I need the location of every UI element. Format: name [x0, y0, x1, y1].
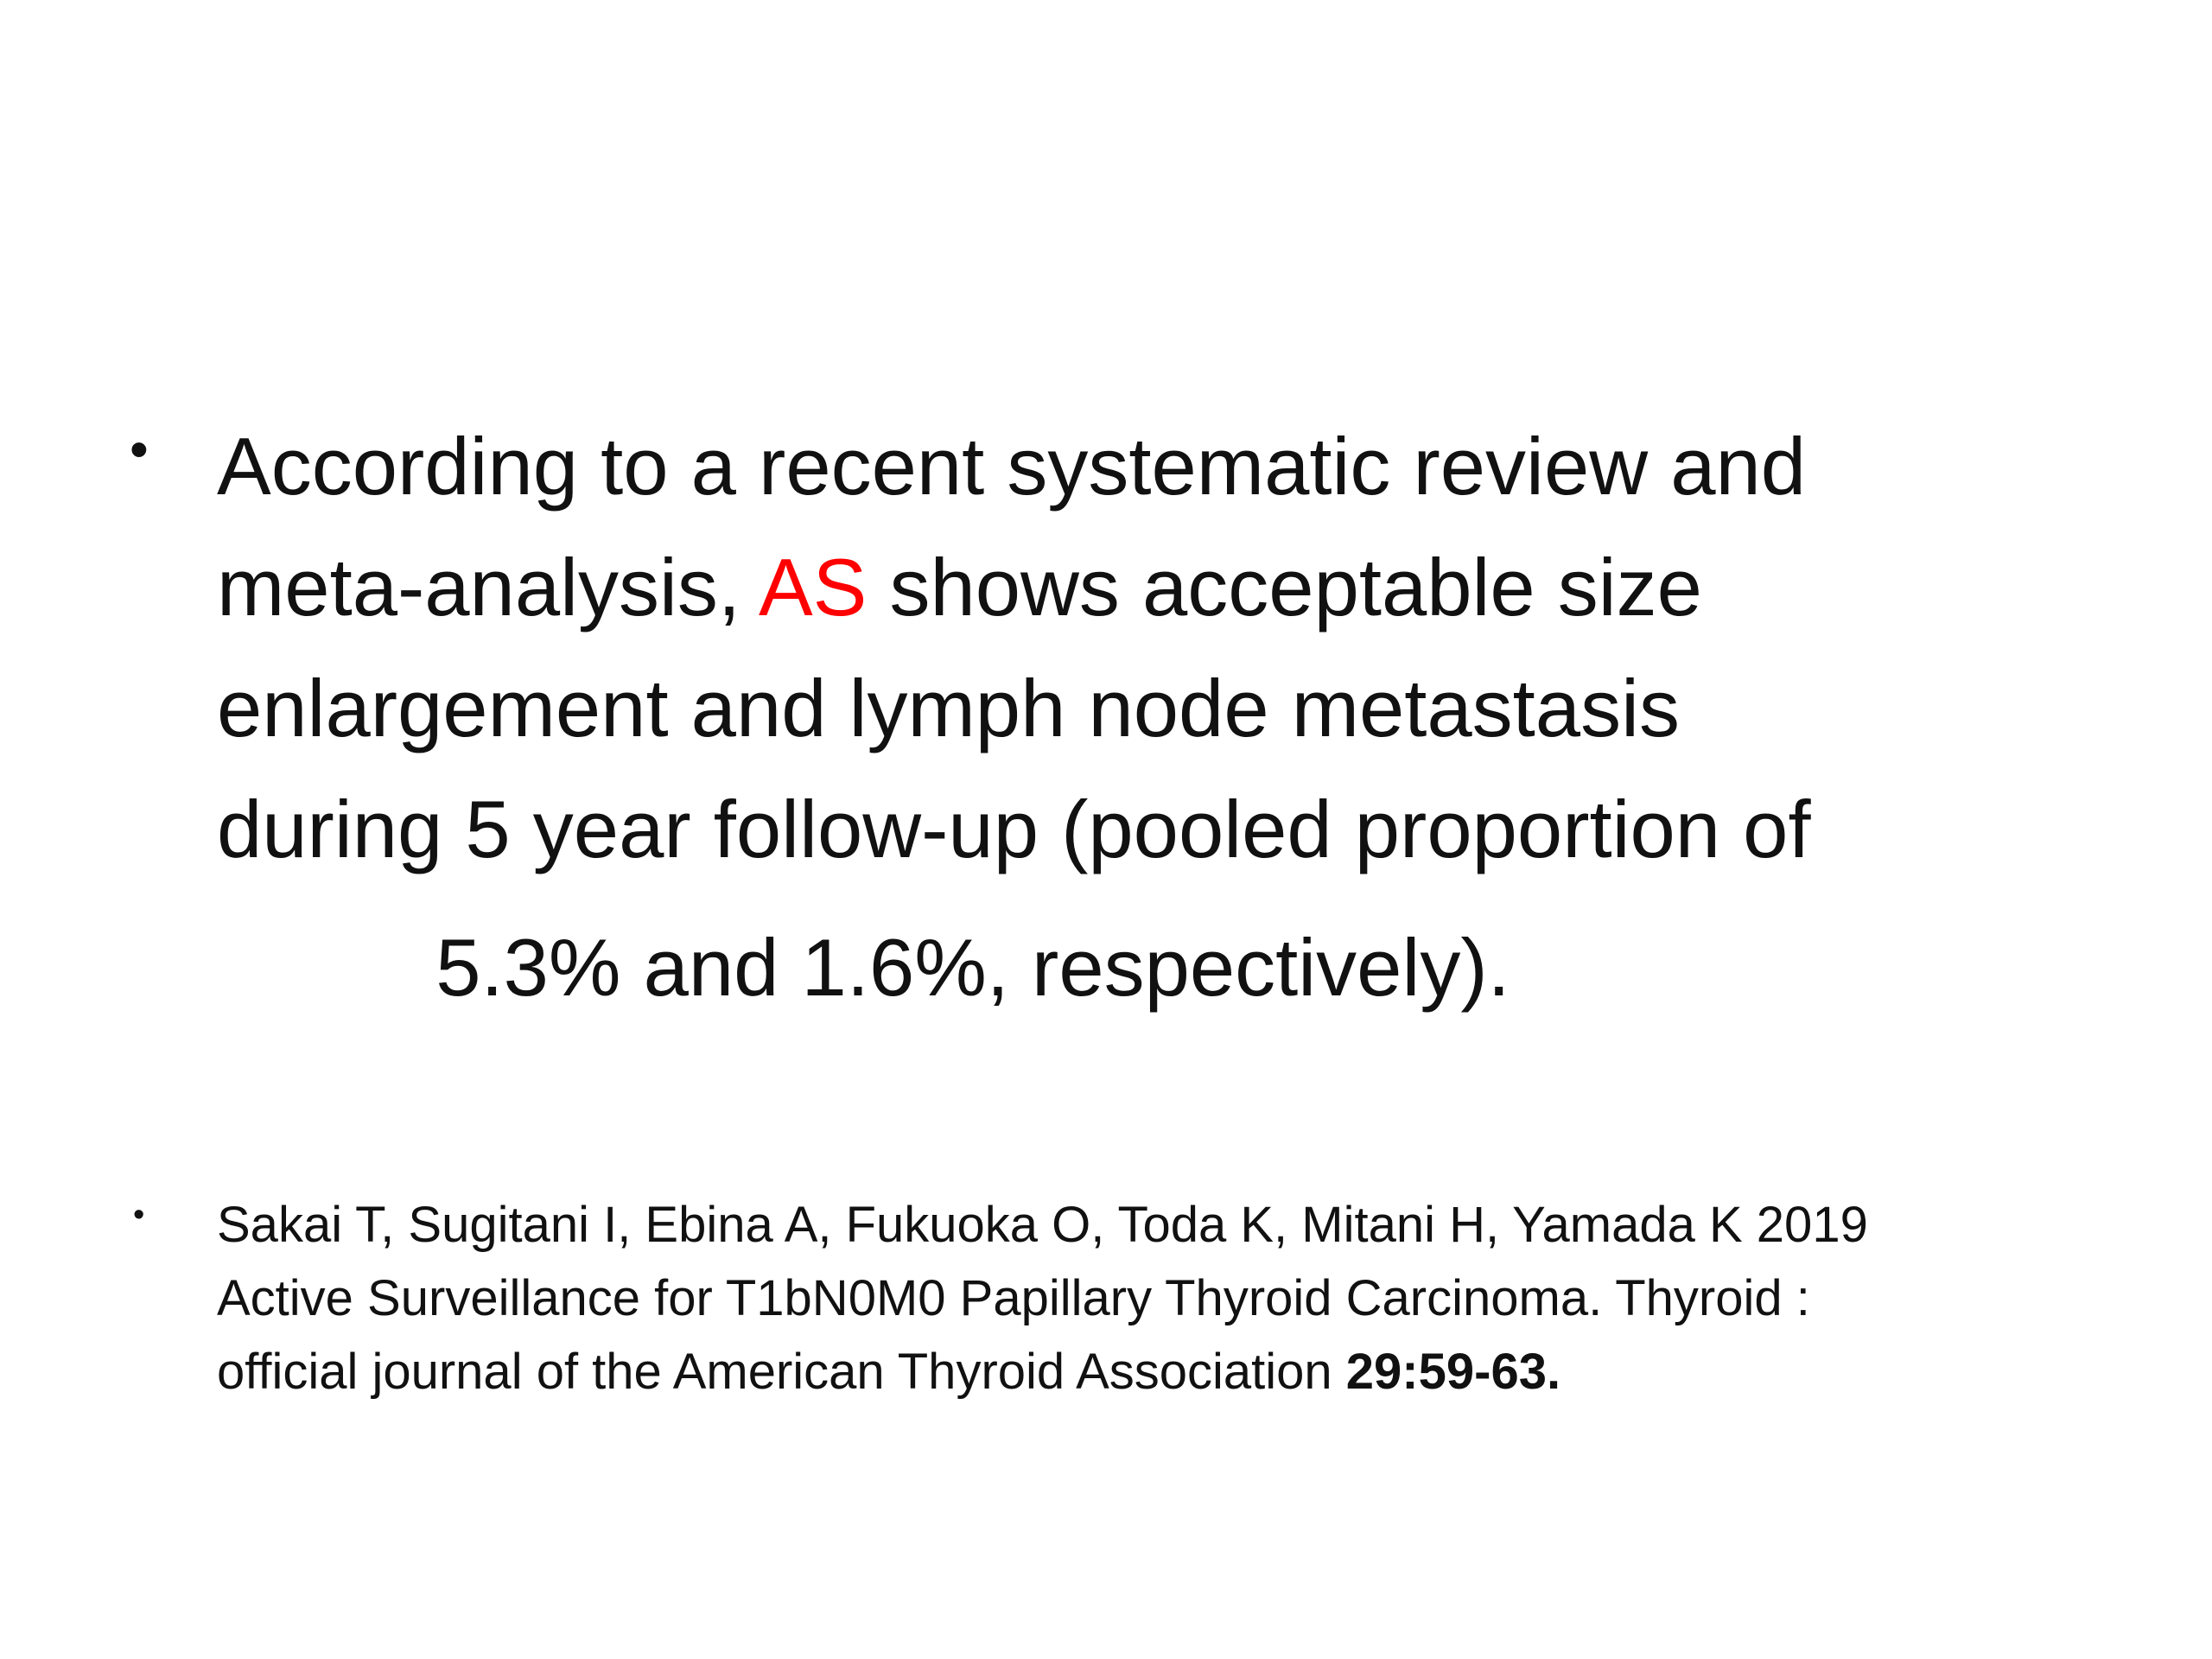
reference-line-3	[217, 1335, 2161, 1408]
as-highlight: AS	[758, 542, 868, 632]
main-line-2-pre: meta-analysis,	[217, 542, 759, 632]
main-line-4: during 5 year follow-up (pooled proportion of	[217, 784, 1811, 874]
main-line-2	[217, 527, 2161, 648]
reference-line-3-pre: official journal of the American Thyroid Association	[217, 1344, 1346, 1400]
reference-line-2: Active Surveillance for T1bN0M0 Papillary Thyroid Carcinoma. Thyroid :	[217, 1270, 1810, 1326]
main-bullet-text	[217, 406, 2161, 1028]
reference-line-1: Sakai T, Sugitani I, Ebina A, Fukuoka O, Toda K, Mitani H, Yamada K 2019	[217, 1197, 1868, 1253]
main-line-2-post: shows acceptable size	[867, 542, 1702, 632]
reference-text	[217, 1188, 2161, 1408]
reference-bullet-dot-icon: •	[133, 1197, 145, 1233]
main-line-3: enlargement and lymph node metastasis	[217, 663, 1680, 753]
main-line-1: According to a recent systematic review and	[217, 421, 1807, 512]
main-line-5: 5.3% and 1.6%, respectively).	[435, 922, 1510, 1013]
bullet-dot-icon: •	[130, 420, 149, 480]
reference-citation-pages: 29:59-63.	[1345, 1344, 1561, 1400]
